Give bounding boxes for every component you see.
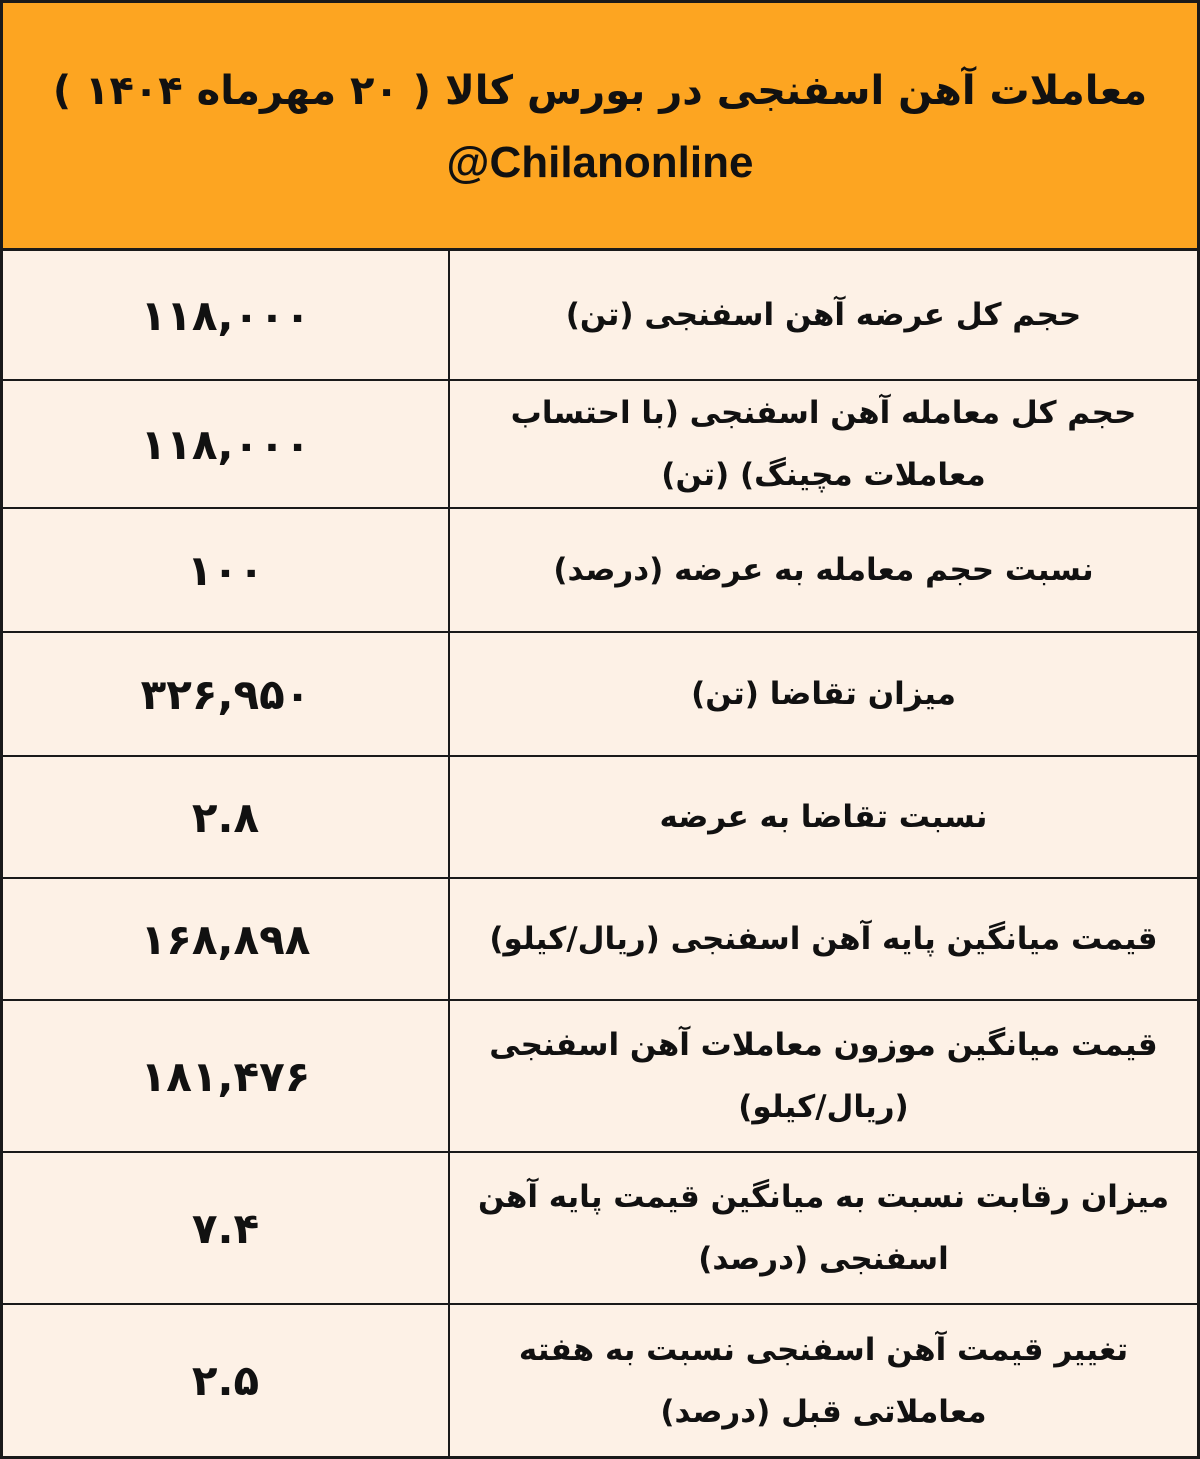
table-row [3,632,1197,756]
report-title: معاملات آهن اسفنجی در بورس کالا ( ۲۰ مهرماه ۱۴۰۴ ) [52,68,1148,114]
table-row [3,878,1197,1000]
row-value: ۱۱۸,۰۰۰ [3,380,449,508]
row-label: میزان تقاضا (تن) [449,632,1197,756]
table-row [3,756,1197,878]
row-label: قیمت میانگین موزون معاملات آهن اسفنجی (ریال/کیلو) [449,1000,1197,1152]
row-value: ۲.۵ [3,1304,449,1456]
row-value: ۱۸۱,۴۷۶ [3,1000,449,1152]
table-header [3,3,1197,251]
table-row [3,1304,1197,1456]
channel-handle: @Chilanonline [446,138,754,187]
table-row [3,251,1197,380]
row-value: ۷.۴ [3,1152,449,1304]
row-label: نسبت حجم معامله به عرضه (درصد) [449,508,1197,632]
row-value: ۱۰۰ [3,508,449,632]
row-label: میزان رقابت نسبت به میانگین قیمت پایه آهن اسفنجی (درصد) [449,1152,1197,1304]
row-value: ۱۶۸,۸۹۸ [3,878,449,1000]
row-label: قیمت میانگین پایه آهن اسفنجی (ریال/کیلو) [449,878,1197,1000]
row-label: تغییر قیمت آهن اسفنجی نسبت به هفته معاملاتی قبل (درصد) [449,1304,1197,1456]
row-value: ۱۱۸,۰۰۰ [3,251,449,380]
stats-table [3,251,1197,1456]
row-value: ۲.۸ [3,756,449,878]
row-value: ۳۲۶,۹۵۰ [3,632,449,756]
row-label: نسبت تقاضا به عرضه [449,756,1197,878]
table-row [3,380,1197,508]
table-row [3,1000,1197,1152]
table-row [3,1152,1197,1304]
row-label: حجم کل معامله آهن اسفنجی (با احتساب معاملات مچینگ) (تن) [449,380,1197,508]
row-label: حجم کل عرضه آهن اسفنجی (تن) [449,251,1197,380]
table-row [3,508,1197,632]
